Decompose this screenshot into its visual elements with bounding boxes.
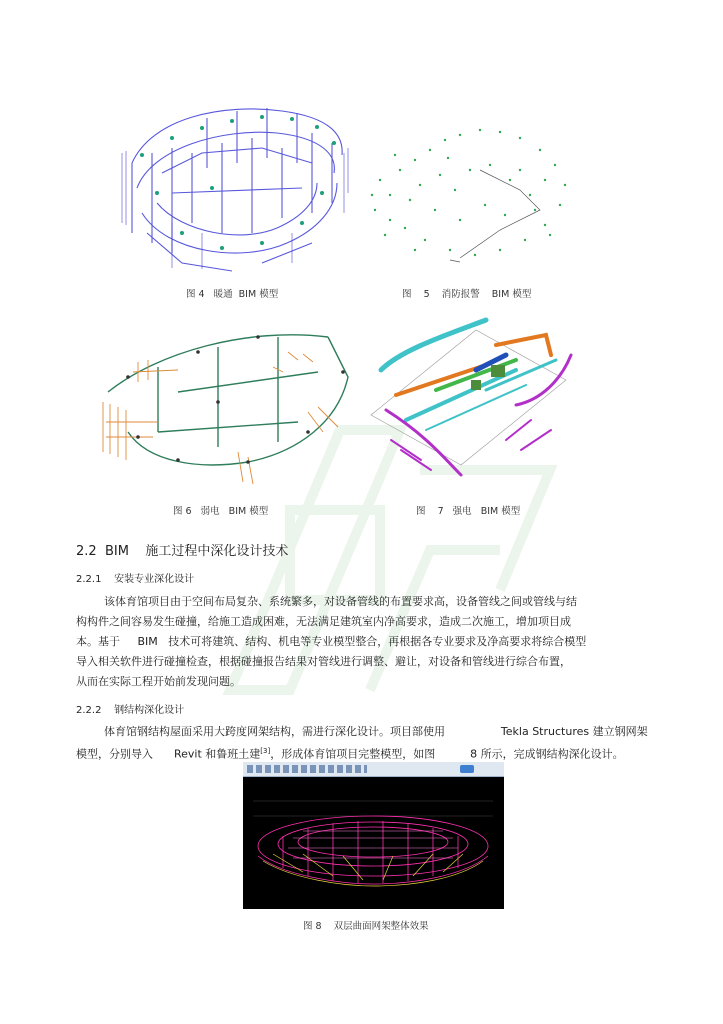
paragraph-2-2-2-line-2-text-b: ，形成体育馆项目完整模型，如图 8 所示，完成钢结构深化设计。 bbox=[270, 747, 624, 761]
paragraph-2-2-2-line-2-text-a: 模型，分别导入 Revit 和鲁班土建 bbox=[76, 747, 261, 761]
figure-4-hvac-bim-model bbox=[112, 93, 354, 275]
paragraph-2-2-2-line-2 bbox=[76, 742, 624, 764]
paragraph-2-2-1-line-5: 从而在实际工程开始前发现问题。 bbox=[76, 675, 241, 688]
figure-7-strong-current-bim-model bbox=[366, 310, 581, 490]
subsection-heading-2-2-1: 2.2.1 安装专业深化设计 bbox=[76, 574, 195, 585]
paragraph-2-2-1-line-1: 该体育馆项目由于空间布局复杂、系统繁多，对设备管线的布置要求高，设备管线之间或管线与结 bbox=[76, 595, 577, 608]
paragraph-2-2-1-line-2: 构构件之间容易发生碰撞，给施工造成困难，无法满足建筑室内净高要求，造成二次施工，增加项目成 bbox=[76, 615, 571, 628]
figure-7-caption: 图 7 强电 BIM 模型 bbox=[416, 506, 521, 517]
paragraph-2-2-2-line-1: 体育馆钢结构屋面采用大跨度网架结构，需进行深化设计。项目部使用 Tekla Structures 建立钢网架 bbox=[76, 725, 648, 738]
subsection-heading-2-2-2: 2.2.2 钢结构深化设计 bbox=[76, 705, 185, 716]
toolbar-icons bbox=[247, 765, 367, 773]
citation-reference: [3] bbox=[260, 747, 271, 755]
section-heading: 2.2 BIM 施工过程中深化设计技术 bbox=[76, 544, 289, 559]
paragraph-2-2-1-line-3: 本。基于 BIM 技术可将建筑、结构、机电等专业模型整合，再根据各专业要求及净高要求将综合模型 bbox=[76, 635, 587, 648]
paragraph-2-2-1-line-4: 导入相关软件进行碰撞检查，根据碰撞报告结果对管线进行调整、避让，对设备和管线进行综合布置， bbox=[76, 655, 571, 668]
tekla-window-toolbar bbox=[243, 762, 504, 777]
figure-6-weak-current-bim-model bbox=[98, 312, 360, 494]
figure-8-caption: 图 8 双层曲面网架整体效果 bbox=[303, 921, 429, 932]
figure-5-caption: 图 5 消防报警 BIM 模型 bbox=[402, 289, 532, 300]
figure-6-caption: 图 6 弱电 BIM 模型 bbox=[173, 506, 269, 517]
figure-5-fire-alarm-bim-model bbox=[360, 110, 575, 275]
figure-4-caption: 图 4 暖通 BIM 模型 bbox=[186, 289, 279, 300]
brand-logo-icon bbox=[460, 765, 474, 773]
figure-8-tekla-screenshot bbox=[243, 762, 504, 909]
